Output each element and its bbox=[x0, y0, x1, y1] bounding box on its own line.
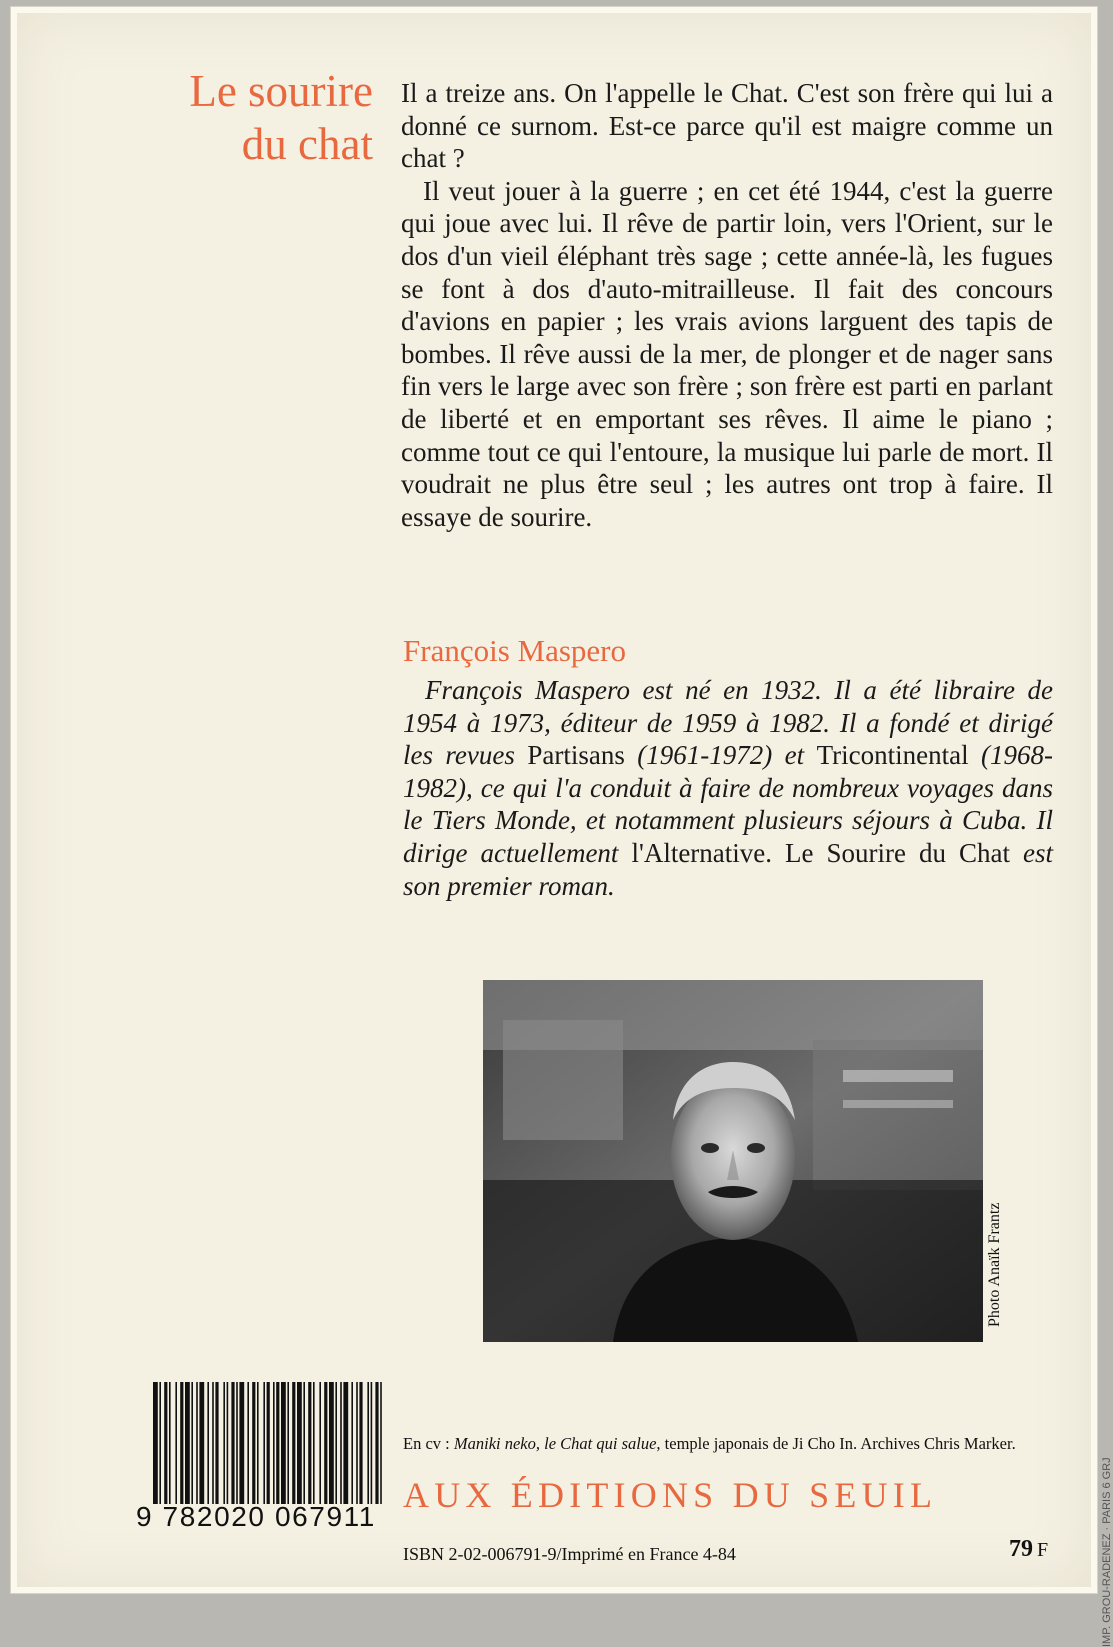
barcode-bar bbox=[324, 1382, 327, 1504]
barcode-bar bbox=[335, 1382, 337, 1504]
barcode-bar bbox=[380, 1382, 382, 1504]
barcode-bar bbox=[319, 1382, 321, 1504]
author-bio bbox=[403, 674, 1053, 902]
barcode-bar bbox=[247, 1382, 249, 1504]
book-title bbox=[111, 65, 373, 171]
barcode-bar bbox=[292, 1382, 295, 1504]
bio-review-partisans: Partisans bbox=[527, 740, 625, 771]
bio-current-works: l'Alternative. Le Sourire du Chat bbox=[631, 837, 1010, 868]
barcode-bar bbox=[175, 1382, 177, 1504]
barcode-bar bbox=[263, 1382, 265, 1504]
barcode-bar bbox=[287, 1382, 289, 1504]
synopsis-paragraph-1: Il a treize ans. On l'appelle le Chat. C'est son frère qui lui a donné ce surnom. Est-ce parce qu'il est maigre comme un chat ? bbox=[401, 78, 1053, 174]
barcode-bar bbox=[153, 1382, 158, 1504]
barcode-bar bbox=[329, 1382, 334, 1504]
barcode-bar bbox=[257, 1382, 259, 1504]
barcode-bar bbox=[239, 1382, 244, 1504]
cover-caption bbox=[403, 1434, 1063, 1454]
barcode-bar bbox=[297, 1382, 302, 1504]
price bbox=[1009, 1536, 1048, 1563]
barcode-bar bbox=[199, 1382, 204, 1504]
bio-review-tricontinental: Tricontinental bbox=[816, 740, 969, 771]
author-photo bbox=[483, 980, 983, 1342]
price-unit: F bbox=[1037, 1539, 1049, 1561]
author-portrait-image bbox=[483, 980, 983, 1342]
caption-artwork-title: Maniki neko, le Chat qui salue bbox=[453, 1434, 657, 1453]
bio-text-4: est son premier roman. bbox=[403, 837, 1053, 901]
barcode-bar bbox=[351, 1382, 353, 1504]
barcode-bar bbox=[313, 1382, 315, 1504]
barcode-bar bbox=[273, 1382, 275, 1504]
book-title-line1: Le sourire bbox=[189, 66, 373, 116]
barcode-bar bbox=[252, 1382, 255, 1504]
barcode-bar bbox=[267, 1382, 270, 1504]
barcode-bar bbox=[185, 1382, 190, 1504]
synopsis bbox=[401, 77, 1053, 533]
barcode-bar bbox=[371, 1382, 373, 1504]
barcode-bar bbox=[227, 1382, 229, 1504]
barcode-bar bbox=[223, 1382, 225, 1504]
barcode-bar bbox=[281, 1382, 286, 1504]
bio-text-3: (1968-1982), ce qui l'a conduit à faire de nombreux voyages dans le Tiers Monde, et notamment plusieurs séjours à Cuba. Il dirige actuellement bbox=[403, 740, 1053, 868]
barcode-bar bbox=[359, 1382, 362, 1504]
barcode-bar bbox=[169, 1382, 171, 1504]
bio-text-1: François Maspero est né en 1932. Il a été libraire de 1954 à 1973, éditeur de 1959 à 1982. Il a fondé et dirigé les revues bbox=[403, 675, 1053, 771]
caption-prefix: En cv : bbox=[403, 1434, 454, 1453]
barcode-bar bbox=[180, 1382, 183, 1504]
book-back-cover bbox=[10, 6, 1113, 1647]
barcode-bar bbox=[343, 1382, 348, 1504]
isbn-line: ISBN 2-02-006791-9/Imprimé en France 4-84 bbox=[403, 1544, 736, 1564]
printer-note: IMP. GROU-RADENEZ · PARIS 6 GRJ bbox=[1101, 1457, 1113, 1647]
barcode-bar bbox=[303, 1382, 305, 1504]
barcode-bar bbox=[340, 1382, 342, 1504]
barcode-bar bbox=[212, 1382, 214, 1504]
isbn-barcode bbox=[151, 1382, 383, 1504]
barcode-bar bbox=[231, 1382, 234, 1504]
caption-suffix: , temple japonais de Ji Cho In. Archives Chris Marker. bbox=[656, 1434, 1016, 1453]
barcode-digits: 9 782020 067911 bbox=[136, 1501, 376, 1532]
barcode-bar bbox=[159, 1382, 161, 1504]
barcode-bar bbox=[367, 1382, 369, 1504]
barcode-bar bbox=[356, 1382, 358, 1504]
barcode-bar bbox=[308, 1382, 311, 1504]
barcode-bar bbox=[276, 1382, 279, 1504]
synopsis-paragraph-2: Il veut jouer à la guerre ; en cet été 1944, c'est la guerre qui joue avec lui. Il rêve de partir loin, vers l'Orient, sur le dos d'un vieil éléphant très sage ; cette année-là, les fugues se font à dos d'auto-mitrailleuse. Il fait des concours d'avions en papier ; les vrais avions larguent des tapis de bombes. Il rêve aussi de la mer, de plonger et de nager sans fin vers le large avec son frère ; son frère est parti en parlant de liberté et en emportant ses rêves. Il aime le piano ; comme tout ce qui l'entoure, la musique lui parle de mort. Il voudrait ne plus être seul ; les autres ont trop à faire. Il essaye de sourire. bbox=[401, 175, 1053, 532]
bio-text-2: (1961-1972) et bbox=[624, 740, 817, 771]
barcode-bar bbox=[164, 1382, 167, 1504]
barcode-bar bbox=[236, 1382, 238, 1504]
author-name: François Maspero bbox=[403, 633, 626, 668]
photo-credit: Photo Anaïk Frantz bbox=[986, 1202, 1003, 1327]
price-amount: 79 bbox=[1009, 1536, 1033, 1562]
barcode-bar bbox=[196, 1382, 198, 1504]
barcode-bar bbox=[191, 1382, 193, 1504]
publisher-name: AUX ÉDITIONS DU SEUIL bbox=[403, 1475, 938, 1515]
book-title-line2: du chat bbox=[241, 119, 373, 169]
barcode-bar bbox=[375, 1382, 378, 1504]
barcode-bar bbox=[207, 1382, 209, 1504]
barcode-bar bbox=[215, 1382, 218, 1504]
